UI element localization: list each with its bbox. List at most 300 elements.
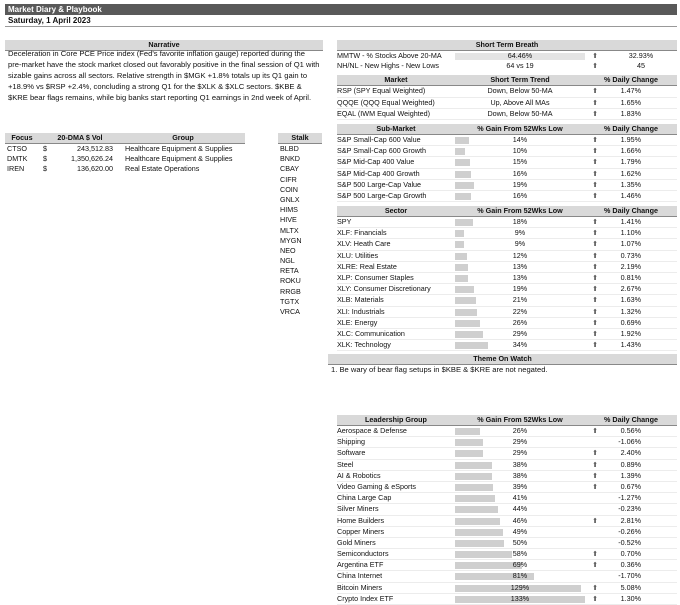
up-arrow-icon: ⬆ [592, 99, 598, 107]
leadership-col-gain: % Gain From 52Wks Low [477, 415, 563, 424]
sector-change: 1.07% [620, 239, 641, 249]
leadership-label: Bitcoin Miners [337, 582, 383, 592]
sector-gain: 22% [512, 306, 528, 316]
up-arrow-icon: ⬆ [592, 483, 598, 491]
sector-change: 1.41% [620, 217, 641, 227]
leadership-gain-cell [455, 538, 585, 548]
leadership-gain-cell [455, 482, 585, 492]
sector-change: 1.63% [620, 295, 641, 305]
sector-row [337, 284, 677, 295]
leadership-label: China Internet [337, 571, 383, 581]
leadership-gain: 133% [510, 593, 530, 603]
up-arrow-icon: ⬆ [592, 297, 598, 305]
leadership-gain: 41% [512, 493, 528, 503]
up-arrow-icon: ⬆ [592, 562, 598, 570]
focus-table [5, 133, 245, 175]
leadership-row [337, 504, 677, 515]
leadership-row [337, 549, 677, 560]
sector-arrow-cell [585, 295, 605, 305]
stalk-ticker: NGL [280, 256, 295, 266]
trend-label: RSP (SPY Equal Weighted) [337, 86, 426, 96]
sector-arrow-cell [585, 329, 605, 339]
leadership-gain-cell [455, 493, 585, 503]
leadership-arrow-cell [585, 460, 605, 470]
stalk-ticker: VRCA [280, 307, 300, 316]
up-arrow-icon: ⬆ [592, 136, 598, 144]
submarket-gain: 15% [512, 157, 528, 167]
sector-row [337, 239, 677, 250]
submarket-label: S&P Mid-Cap 400 Value [337, 157, 415, 167]
sector-arrow-cell [585, 262, 605, 272]
sector-change: 0.73% [620, 250, 641, 260]
sector-change: 1.92% [620, 328, 641, 338]
sector-gain: 21% [512, 295, 528, 305]
stalk-ticker: BNKD [280, 154, 300, 164]
leadership-gain-cell [455, 560, 585, 570]
leadership-change: -0.23% [618, 504, 641, 514]
submarket-gain: 10% [512, 146, 528, 156]
focus-ticker: DMTK [7, 154, 28, 164]
focus-col-vol: 20-DMA $ Vol [57, 133, 103, 142]
sector-label: XLK: Technology [337, 340, 391, 350]
leadership-change: -0.52% [618, 537, 641, 547]
leadership-row [337, 538, 677, 549]
up-arrow-icon: ⬆ [592, 148, 598, 156]
submarket-change: 1.46% [620, 190, 641, 200]
submarket-arrow-cell [585, 157, 605, 167]
up-arrow-icon: ⬆ [592, 230, 598, 238]
leadership-gain-cell [455, 583, 585, 593]
leadership-row [337, 583, 677, 594]
leadership-arrow-cell [585, 482, 605, 492]
breadth-value-cell [455, 61, 585, 71]
sector-col-name: Sector [384, 206, 408, 216]
trend-change: 1.47% [620, 86, 641, 96]
leadership-gain-cell [455, 549, 585, 559]
stalk-ticker: RETA [280, 266, 299, 276]
right-panel [337, 40, 677, 351]
leadership-label: Aerospace & Defense [337, 426, 407, 435]
leadership-row [337, 594, 677, 605]
leadership-gain: 46% [512, 515, 528, 525]
leadership-label: Shipping [337, 437, 365, 447]
up-arrow-icon: ⬆ [592, 517, 598, 525]
trend-row [337, 98, 677, 109]
sector-label: XLY: Consumer Discretionary [337, 284, 431, 294]
sector-row [337, 273, 677, 284]
up-arrow-icon: ⬆ [592, 286, 598, 294]
sector-row [337, 307, 677, 318]
submarket-gain-cell [455, 180, 585, 190]
trend-col-market: Market [384, 75, 408, 85]
focus-col-group: Group [172, 133, 194, 142]
sector-change: 0.69% [620, 317, 641, 327]
leadership-gain: 29% [512, 437, 528, 447]
submarket-gain: 16% [512, 190, 528, 200]
leadership-section [337, 415, 677, 605]
submarket-label: S&P Small-Cap 600 Value [337, 134, 421, 144]
stalk-ticker: TGTX [280, 296, 300, 306]
leadership-arrow-cell [585, 538, 605, 548]
up-arrow-icon: ⬆ [592, 88, 598, 96]
leadership-row [337, 460, 677, 471]
leadership-change: 0.89% [620, 459, 641, 469]
leadership-gain: 49% [512, 526, 528, 536]
leadership-label: Semiconductors [337, 549, 389, 559]
trend-label: QQQE (QQQ Equal Weighted) [337, 97, 435, 107]
breadth-header: Short Term Breath [337, 40, 677, 51]
submarket-col-name: Sub-Market [376, 123, 416, 133]
leadership-change: -1.27% [618, 493, 641, 503]
up-arrow-icon: ⬆ [592, 181, 598, 189]
submarket-gain-cell [455, 157, 585, 167]
trend-col-change: % Daily Change [604, 75, 658, 85]
narrative-header: Narrative [5, 40, 323, 51]
sector-arrow-cell [585, 228, 605, 238]
sector-row [337, 295, 677, 306]
leadership-arrow-cell [585, 437, 605, 447]
sector-gain-cell [455, 295, 585, 305]
focus-currency: $ [43, 144, 47, 153]
sector-gain: 18% [512, 217, 528, 227]
up-arrow-icon: ⬆ [592, 241, 598, 249]
breadth-arrow-cell [585, 51, 605, 61]
sector-label: XLF: Financials [337, 228, 387, 238]
stalk-ticker: RRGB [280, 286, 301, 296]
sector-gain: 9% [514, 228, 526, 238]
stalk-ticker: ROKU [280, 276, 301, 286]
sector-row [337, 262, 677, 273]
sector-change: 1.32% [620, 306, 641, 316]
leadership-arrow-cell [585, 426, 605, 436]
leadership-arrow-cell [585, 527, 605, 537]
submarket-gain: 19% [512, 179, 528, 189]
up-arrow-icon: ⬆ [592, 342, 598, 350]
leadership-gain-cell [455, 437, 585, 447]
theme-header: Theme On Watch [328, 354, 677, 365]
trend-arrow-cell [585, 109, 605, 119]
sector-gain-cell [455, 228, 585, 238]
submarket-gain: 16% [512, 168, 528, 178]
trend-arrow-cell [585, 98, 605, 108]
trend-row [337, 86, 677, 97]
up-arrow-icon: ⬆ [592, 472, 598, 480]
sector-arrow-cell [585, 273, 605, 283]
up-arrow-icon: ⬆ [592, 330, 598, 338]
leadership-row [337, 516, 677, 527]
leadership-gain-cell [455, 516, 585, 526]
up-arrow-icon: ⬆ [592, 275, 598, 282]
up-arrow-icon: ⬆ [592, 428, 598, 435]
submarket-row [337, 169, 677, 180]
leadership-label: Steel [337, 459, 354, 469]
sector-gain: 12% [512, 250, 528, 260]
submarket-arrow-cell [585, 169, 605, 179]
submarket-gain: 14% [512, 134, 528, 144]
sector-gain-cell [455, 284, 585, 294]
leadership-gain: 50% [512, 537, 528, 547]
focus-vol: 243,512.83 [77, 144, 113, 153]
focus-currency: $ [43, 164, 47, 174]
sector-gain: 13% [512, 261, 528, 271]
stalk-list [278, 133, 322, 317]
leadership-label: China Large Cap [337, 493, 392, 503]
focus-currency: $ [43, 154, 47, 164]
sheet-date: Saturday, 1 April 2023 [5, 15, 677, 27]
sector-label: XLU: Utilities [337, 250, 379, 260]
leadership-gain-cell [455, 426, 585, 436]
sector-gain-cell [455, 318, 585, 328]
up-arrow-icon: ⬆ [592, 308, 598, 316]
sector-gain: 13% [512, 273, 528, 282]
leadership-gain-cell [455, 460, 585, 470]
sector-arrow-cell [585, 251, 605, 261]
sector-label: XLRE: Real Estate [337, 261, 397, 271]
up-arrow-icon: ⬆ [592, 63, 598, 71]
focus-row[interactable] [5, 144, 245, 154]
leadership-label: Argentina ETF [337, 560, 384, 570]
leadership-change: 0.56% [620, 426, 641, 435]
focus-vol: 1,350,626.24 [71, 154, 113, 164]
leadership-gain: 129% [510, 582, 530, 592]
focus-col-ticker: Focus [11, 133, 33, 142]
stalk-ticker: HIVE [280, 215, 297, 225]
leadership-row [337, 493, 677, 504]
leadership-gain-cell [455, 471, 585, 481]
submarket-gain-cell [455, 146, 585, 156]
focus-ticker: CTSO [7, 144, 27, 153]
breadth-arrow-cell [585, 61, 605, 71]
focus-row[interactable] [5, 154, 245, 164]
stalk-ticker: MYGN [280, 235, 302, 245]
focus-ticker: IREN [7, 164, 25, 174]
stalk-ticker: CIFR [280, 174, 297, 184]
breadth-value: 64 vs 19 [506, 61, 534, 71]
leadership-label: Copper Miners [337, 526, 385, 536]
leadership-arrow-cell [585, 516, 605, 526]
sector-row [337, 228, 677, 239]
leadership-change: 0.70% [620, 549, 641, 559]
sector-change: 2.19% [620, 261, 641, 271]
submarket-gain-cell [455, 135, 585, 145]
leadership-gain-cell [455, 448, 585, 458]
submarket-label: S&P Small-Cap 600 Growth [337, 146, 426, 156]
sector-gain-cell [455, 217, 585, 227]
breadth-label: MMTW - % Stocks Above 20-MA [337, 51, 442, 60]
breadth-row [337, 61, 677, 71]
leadership-row [337, 527, 677, 538]
leadership-gain-cell [455, 504, 585, 514]
leadership-arrow-cell [585, 560, 605, 570]
sector-label: SPY [337, 217, 352, 227]
leadership-arrow-cell [585, 594, 605, 604]
submarket-change: 1.35% [620, 179, 641, 189]
sector-gain-cell [455, 262, 585, 272]
up-arrow-icon: ⬆ [592, 53, 598, 60]
up-arrow-icon: ⬆ [592, 110, 598, 118]
stalk-ticker: HIMS [280, 205, 298, 215]
leadership-label: Gold Miners [337, 537, 376, 547]
breadth-value-cell [455, 51, 585, 61]
focus-group: Healthcare Equipment & Supplies [125, 154, 233, 164]
trend-value: Up, Above All MAs [490, 97, 550, 107]
stalk-ticker: GNLX [280, 194, 300, 204]
sector-label: XLE: Energy [337, 317, 378, 327]
sector-arrow-cell [585, 318, 605, 328]
submarket-label: S&P 500 Large-Cap Value [337, 179, 422, 189]
focus-group: Healthcare Equipment & Supplies [125, 144, 233, 153]
leadership-label: Software [337, 448, 366, 458]
leadership-gain: 44% [512, 504, 528, 514]
submarket-change: 1.95% [620, 134, 641, 144]
sector-label: XLP: Consumer Staples [337, 273, 414, 282]
leadership-change: 1.39% [620, 470, 641, 480]
leadership-arrow-cell [585, 549, 605, 559]
sector-row [337, 318, 677, 329]
theme-text: 1. Be wary of bear flag setups in $KBE & $KRE are not negated. [331, 365, 548, 374]
narrative-text: Deceleration in Core PCE Price index (Fed's favorite inflation gauge) reported during the pre-market have the stock market closed out favorably positive in the final session of Q1 with sizable gains across all sectors. Relative strength in $MGK +1.8% totals up its Q1 gain to +18.9% vs $RSP +2.4%, concluding a strong Q1 for the $XLK & $XLC sectors. $KBE & $KRE bear flags remains, while big banks start reporting Q1 earnings in 2nd week of April. [8, 49, 320, 102]
sector-label: XLV: Heath Care [337, 239, 391, 249]
leadership-label: Silver Miners [337, 504, 379, 514]
sector-gain: 9% [514, 239, 526, 249]
leadership-arrow-cell [585, 571, 605, 581]
submarket-row [337, 146, 677, 157]
sector-arrow-cell [585, 340, 605, 350]
focus-vol: 136,620.00 [77, 164, 113, 174]
breadth-value: 64.46% [507, 51, 533, 60]
sector-label: XLC: Communication [337, 328, 405, 338]
leadership-label: Home Builders [337, 515, 385, 525]
up-arrow-icon: ⬆ [592, 319, 598, 327]
sector-label: XLI: Industrials [337, 306, 385, 316]
leadership-gain: 38% [512, 459, 528, 469]
trend-value: Down, Below 50-MA [487, 86, 553, 96]
submarket-arrow-cell [585, 191, 605, 201]
leadership-row [337, 482, 677, 493]
breadth-extra: 45 [637, 61, 645, 71]
leadership-gain-cell [455, 594, 585, 604]
stalk-header: Stalk [278, 133, 322, 144]
leadership-label: Video Gaming & eSports [337, 481, 416, 491]
sector-col-change: % Daily Change [604, 206, 658, 216]
leadership-row [337, 426, 677, 437]
sector-row [337, 340, 677, 351]
leadership-gain: 81% [512, 571, 528, 581]
focus-row[interactable] [5, 164, 245, 174]
up-arrow-icon: ⬆ [592, 159, 598, 167]
up-arrow-icon: ⬆ [592, 252, 598, 260]
leadership-gain-cell [455, 527, 585, 537]
leadership-row [337, 560, 677, 571]
leadership-row [337, 437, 677, 448]
submarket-arrow-cell [585, 180, 605, 190]
submarket-gain-cell [455, 191, 585, 201]
up-arrow-icon: ⬆ [592, 450, 598, 458]
submarket-col-change: % Daily Change [604, 123, 658, 133]
sector-gain-cell [455, 340, 585, 350]
sector-change: 2.67% [620, 284, 641, 294]
stalk-ticker: CBAY [280, 164, 300, 174]
breadth-row [337, 51, 677, 61]
leadership-gain: 38% [512, 470, 528, 480]
up-arrow-icon: ⬆ [592, 192, 598, 200]
leadership-gain: 39% [512, 481, 528, 491]
stalk-ticker: COIN [280, 184, 298, 194]
leadership-change: -1.06% [618, 437, 641, 447]
submarket-row [337, 135, 677, 146]
leadership-change: -0.26% [618, 526, 641, 536]
sector-gain: 26% [512, 317, 528, 327]
trend-change: 1.65% [620, 97, 641, 107]
sector-gain: 29% [512, 328, 528, 338]
sector-gain-cell [455, 239, 585, 249]
leadership-label: AI & Robotics [337, 470, 381, 480]
submarket-change: 1.66% [620, 146, 641, 156]
focus-group: Real Estate Operations [125, 164, 200, 174]
sector-gain: 19% [512, 284, 528, 294]
breadth-label: NH/NL - New Highs - New Lows [337, 61, 439, 71]
leadership-arrow-cell [585, 448, 605, 458]
leadership-change: -1.70% [618, 571, 641, 581]
trend-label: EQAL (IWM Equal Weighted) [337, 108, 431, 118]
sector-change: 0.81% [620, 273, 641, 282]
leadership-label: Crypto Index ETF [337, 593, 394, 603]
sector-arrow-cell [585, 217, 605, 227]
leadership-row [337, 448, 677, 459]
sector-arrow-cell [585, 284, 605, 294]
leadership-arrow-cell [585, 471, 605, 481]
trend-arrow-cell [585, 86, 605, 96]
stalk-ticker: MLTX [280, 225, 299, 235]
submarket-label: S&P 500 Large-Cap Growth [337, 190, 427, 200]
sector-gain-cell [455, 307, 585, 317]
submarket-col-gain: % Gain From 52Wks Low [477, 123, 563, 133]
trend-value: Down, Below 50-MA [487, 108, 553, 118]
up-arrow-icon: ⬆ [592, 170, 598, 178]
sector-row [337, 329, 677, 340]
sector-gain-cell [455, 273, 585, 283]
submarket-label: S&P Mid-Cap 400 Growth [337, 168, 420, 178]
leadership-gain-cell [455, 571, 585, 581]
submarket-row [337, 180, 677, 191]
leadership-change: 5.08% [620, 582, 641, 592]
submarket-change: 1.62% [620, 168, 641, 178]
breadth-extra: 32.93% [628, 51, 654, 60]
up-arrow-icon: ⬆ [592, 584, 598, 592]
sheet-title: Market Diary & Playbook [5, 4, 677, 15]
sector-label: XLB: Materials [337, 295, 384, 305]
sector-gain-cell [455, 329, 585, 339]
sector-arrow-cell [585, 307, 605, 317]
sector-change: 1.43% [620, 340, 641, 350]
leadership-change: 2.40% [620, 448, 641, 458]
leadership-gain: 29% [512, 448, 528, 458]
submarket-row [337, 157, 677, 168]
leadership-row [337, 471, 677, 482]
leadership-col-change: % Daily Change [604, 415, 658, 424]
leadership-arrow-cell [585, 493, 605, 503]
sector-change: 1.10% [620, 228, 641, 238]
up-arrow-icon: ⬆ [592, 263, 598, 271]
submarket-arrow-cell [585, 135, 605, 145]
leadership-change: 0.36% [620, 560, 641, 570]
leadership-arrow-cell [585, 583, 605, 593]
submarket-row [337, 191, 677, 202]
leadership-gain: 26% [512, 426, 528, 435]
up-arrow-icon: ⬆ [592, 219, 598, 227]
sector-col-gain: % Gain From 52Wks Low [477, 206, 563, 216]
up-arrow-icon: ⬆ [592, 461, 598, 469]
